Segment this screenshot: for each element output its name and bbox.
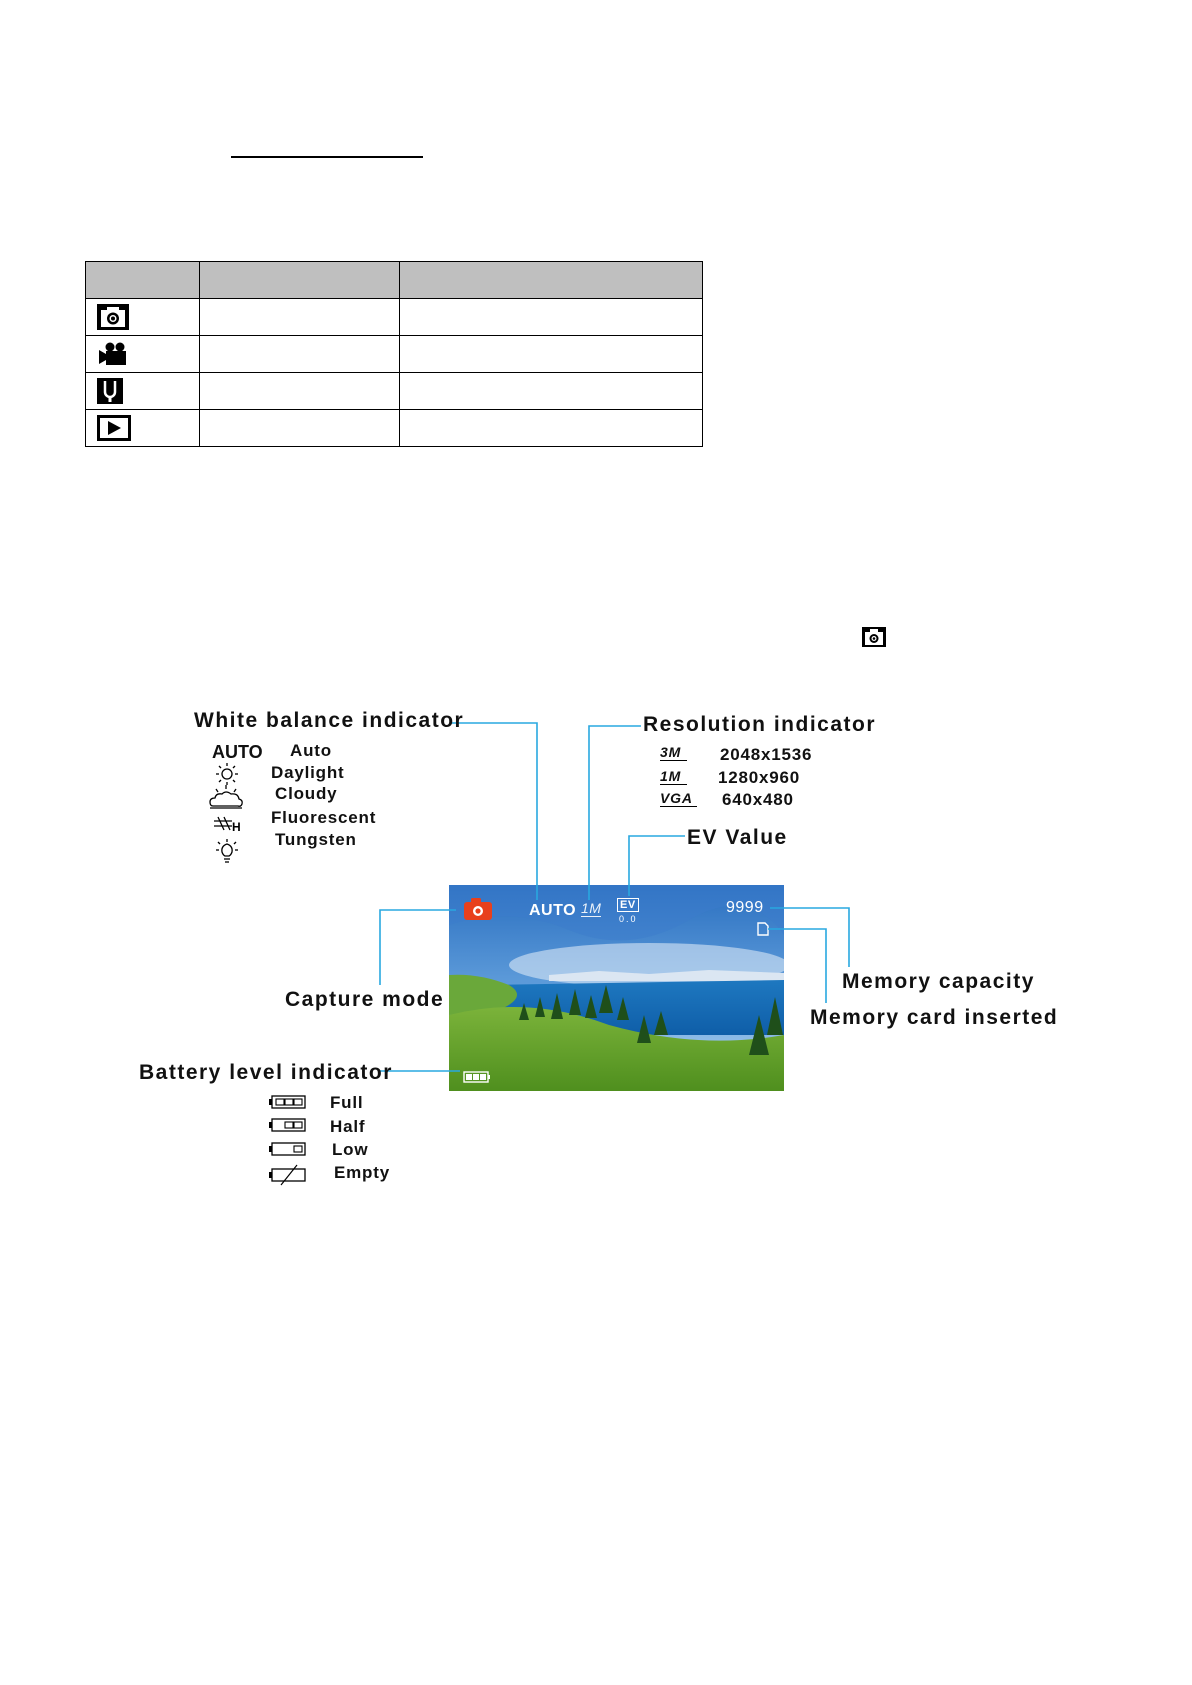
res-symbol-vga: VGA (660, 790, 697, 807)
table-icon-cell (86, 336, 200, 373)
wb-label-auto: Auto (290, 741, 332, 760)
battery-low-icon (269, 1141, 307, 1157)
table-icon-cell (86, 373, 200, 410)
battery-label-low: Low (332, 1140, 369, 1159)
battery-half-icon (269, 1117, 307, 1133)
leader-white-balance (451, 723, 537, 900)
memory-card-icon (757, 922, 769, 936)
camera-icon (96, 303, 130, 331)
table-row (86, 299, 703, 336)
osd-memory-capacity: 9999 (726, 899, 764, 916)
battery-label-empty: Empty (334, 1163, 390, 1182)
play-icon (96, 414, 132, 442)
wb-label-tungsten: Tungsten (275, 830, 357, 849)
capture-mode-title: Capture mode (285, 988, 445, 1011)
memory-card-title: Memory card inserted (810, 1006, 1059, 1029)
table-header-cell (86, 262, 200, 299)
battery-title: Battery level indicator (139, 1061, 393, 1084)
table-cell (200, 410, 400, 447)
microphone-icon (96, 377, 130, 405)
fluorescent-icon (212, 815, 242, 833)
osd-ev-badge: EV (617, 898, 639, 912)
svg-text:H: H (232, 820, 241, 833)
wb-label-cloudy: Cloudy (275, 784, 338, 803)
battery-full-icon (269, 1094, 307, 1110)
table-icon-cell (86, 410, 200, 447)
res-label-vga: 640x480 (722, 790, 794, 809)
battery-label-half: Half (330, 1117, 366, 1136)
osd-resolution: 1M (581, 900, 602, 916)
res-label-1m: 1280x960 (718, 768, 801, 787)
wb-label-daylight: Daylight (271, 763, 345, 782)
battery-empty-icon (269, 1164, 307, 1186)
table-cell (400, 299, 703, 336)
leader-capture-mode (380, 910, 456, 985)
table-row (86, 410, 703, 447)
res-label-3m: 2048x1536 (720, 745, 813, 764)
leader-resolution (589, 726, 641, 900)
battery-label-full: Full (330, 1093, 364, 1112)
video-camera-icon (96, 340, 130, 368)
sun-icon (214, 762, 240, 786)
table-row (86, 336, 703, 373)
ev-value-title: EV Value (687, 826, 788, 849)
osd-ev-value: 0.0 (619, 914, 638, 924)
capture-mode-icon (463, 897, 493, 921)
table-row (86, 373, 703, 410)
table-cell (400, 410, 703, 447)
memory-capacity-title: Memory capacity (842, 970, 1035, 993)
table-cell (200, 336, 400, 373)
table-header-row (86, 262, 703, 299)
res-symbol-3m: 3M (660, 744, 687, 761)
wb-label-fluorescent: Fluorescent (271, 808, 377, 827)
table-cell (200, 299, 400, 336)
table-header-cell (400, 262, 703, 299)
osd-white-balance: AUTO (529, 902, 577, 919)
table-cell (400, 336, 703, 373)
white-balance-title: White balance indicator (194, 709, 465, 732)
mode-table (85, 261, 703, 447)
table-header-cell (200, 262, 400, 299)
camera-icon (861, 626, 887, 648)
table-icon-cell (86, 299, 200, 336)
res-symbol-1m: 1M (660, 768, 687, 785)
cloud-icon (208, 784, 244, 810)
battery-full-icon (463, 1071, 491, 1083)
table-cell (400, 373, 703, 410)
camera-preview-screen (449, 885, 784, 1091)
table-cell (200, 373, 400, 410)
wb-symbol-auto: AUTO (212, 742, 263, 762)
resolution-title: Resolution indicator (643, 713, 877, 736)
bulb-icon (213, 838, 241, 866)
heading-underline (231, 156, 423, 158)
